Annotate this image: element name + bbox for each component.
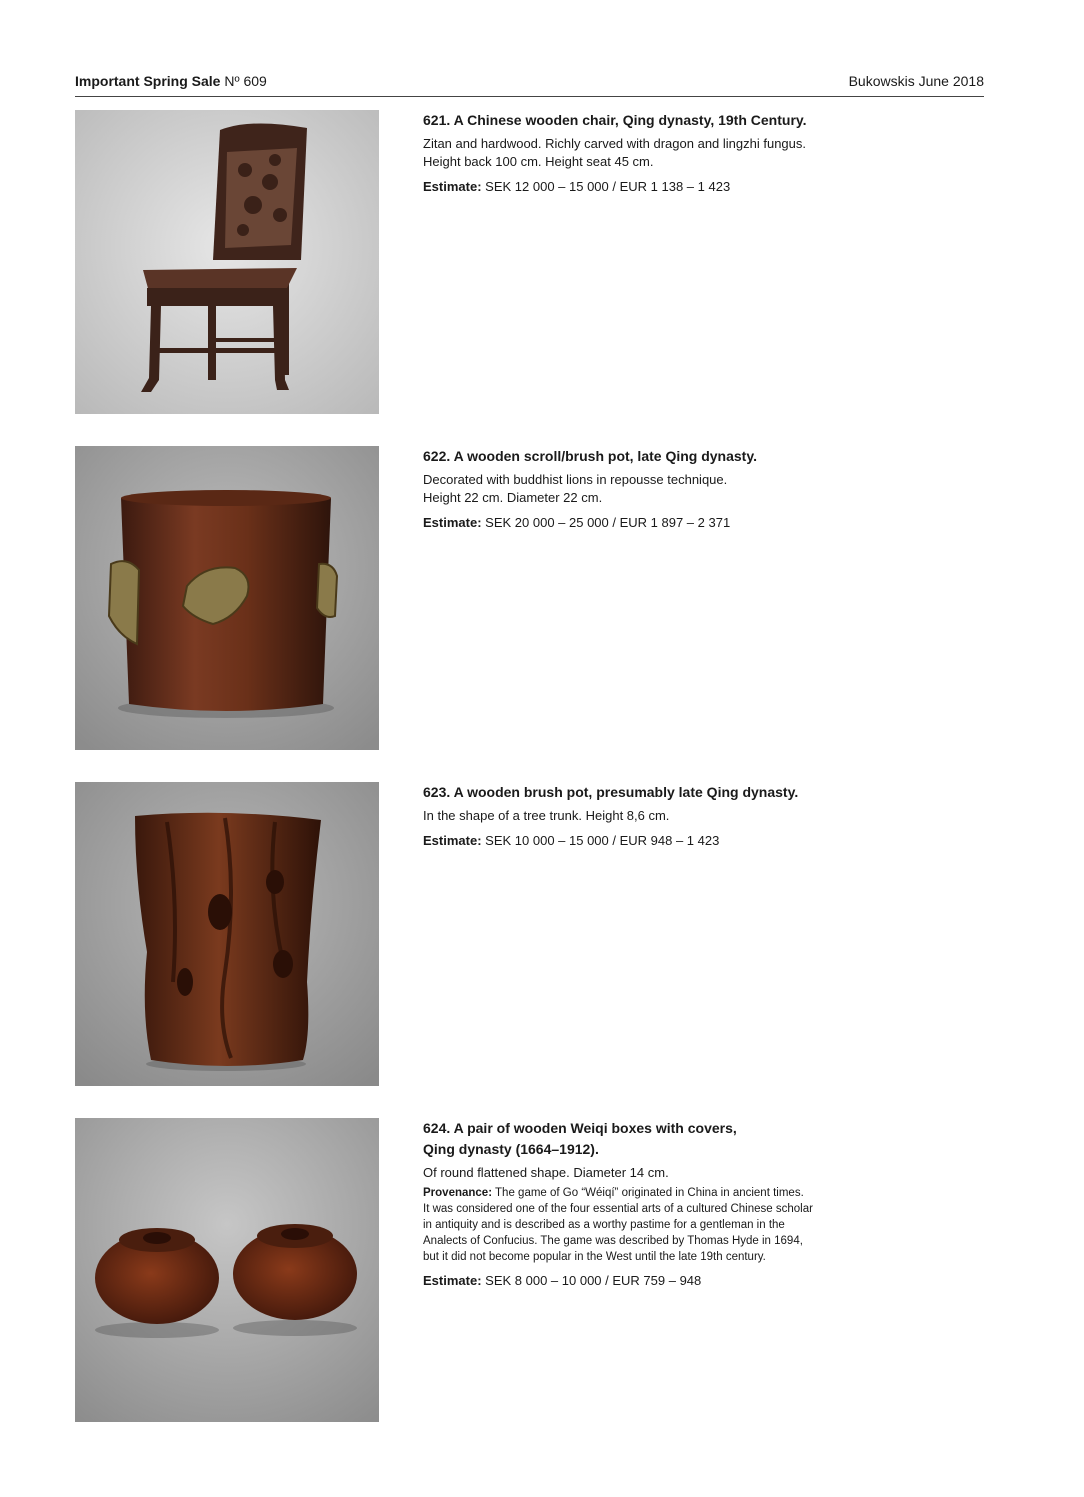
lot-title: 623. A wooden brush pot, presumably late Qing dynasty. — [423, 784, 799, 800]
lot-description: Height back 100 cm. Height seat 45 cm. — [423, 154, 654, 169]
lot-title: 621. A Chinese wooden chair, Qing dynasty, 19th Century. — [423, 112, 807, 128]
lot-provenance — [423, 1185, 863, 1201]
sale-title — [75, 73, 267, 89]
weiqi-boxes-image — [75, 1118, 379, 1422]
house-date: Bukowskis June 2018 — [848, 73, 984, 89]
lot-title: 622. A wooden scroll/brush pot, late Qing dynasty. — [423, 448, 757, 464]
provenance-text: but it did not become popular in the West until the late 19th century. — [423, 1251, 766, 1263]
estimate-value: SEK 12 000 – 15 000 / EUR 1 138 – 1 423 — [485, 179, 731, 194]
lot-description: In the shape of a tree trunk. Height 8,6 cm. — [423, 808, 670, 823]
lot-623-photo — [75, 782, 379, 1086]
lot-description: Of round flattened shape. Diameter 14 cm. — [423, 1165, 669, 1180]
estimate-label: Estimate: — [423, 179, 482, 194]
page-header — [75, 70, 984, 97]
chair-image — [75, 110, 379, 414]
lot-624 — [75, 1118, 984, 1422]
lot-622 — [75, 446, 984, 750]
estimate-label: Estimate: — [423, 1273, 482, 1288]
lot-623-text — [423, 782, 863, 850]
estimate-value: SEK 8 000 – 10 000 / EUR 759 – 948 — [485, 1273, 702, 1288]
provenance-text: It was considered one of the four essential arts of a cultured Chinese scholar — [423, 1203, 813, 1215]
lot-621 — [75, 110, 984, 414]
brush-pot-lions-image — [75, 446, 379, 750]
lot-estimate — [423, 1272, 863, 1290]
provenance-text: in antiquity and is described as a worthy pastime for a gentleman in the — [423, 1219, 785, 1231]
estimate-value: SEK 10 000 – 15 000 / EUR 948 – 1 423 — [485, 833, 720, 848]
provenance-label: Provenance: — [423, 1187, 493, 1199]
tree-trunk-brush-pot-image — [75, 782, 379, 1086]
lot-622-photo — [75, 446, 379, 750]
lot-description: Decorated with buddhist lions in repousse technique. — [423, 472, 728, 487]
lot-title: Qing dynasty (1664–1912). — [423, 1141, 599, 1157]
estimate-value: SEK 20 000 – 25 000 / EUR 1 897 – 2 371 — [485, 515, 731, 530]
provenance-text: Analects of Confucius. The game was described by Thomas Hyde in 1694, — [423, 1235, 803, 1247]
lot-622-text — [423, 446, 863, 532]
lot-estimate — [423, 832, 863, 850]
estimate-label: Estimate: — [423, 515, 482, 530]
lot-621-photo — [75, 110, 379, 414]
lot-title: 624. A pair of wooden Weiqi boxes with covers, — [423, 1120, 737, 1136]
lot-623 — [75, 782, 984, 1086]
provenance-text: The game of Go “Wéiqí” originated in China in ancient times. — [495, 1187, 804, 1199]
lot-description: Zitan and hardwood. Richly carved with dragon and lingzhi fungus. — [423, 136, 807, 151]
estimate-label: Estimate: — [423, 833, 482, 848]
lot-description: Height 22 cm. Diameter 22 cm. — [423, 490, 603, 505]
lot-624-text — [423, 1118, 863, 1290]
sale-number: Nº 609 — [224, 73, 267, 89]
lot-estimate — [423, 178, 863, 196]
sale-name: Important Spring Sale — [75, 73, 221, 89]
lot-624-photo — [75, 1118, 379, 1422]
lot-estimate — [423, 514, 863, 532]
lot-621-text — [423, 110, 863, 196]
